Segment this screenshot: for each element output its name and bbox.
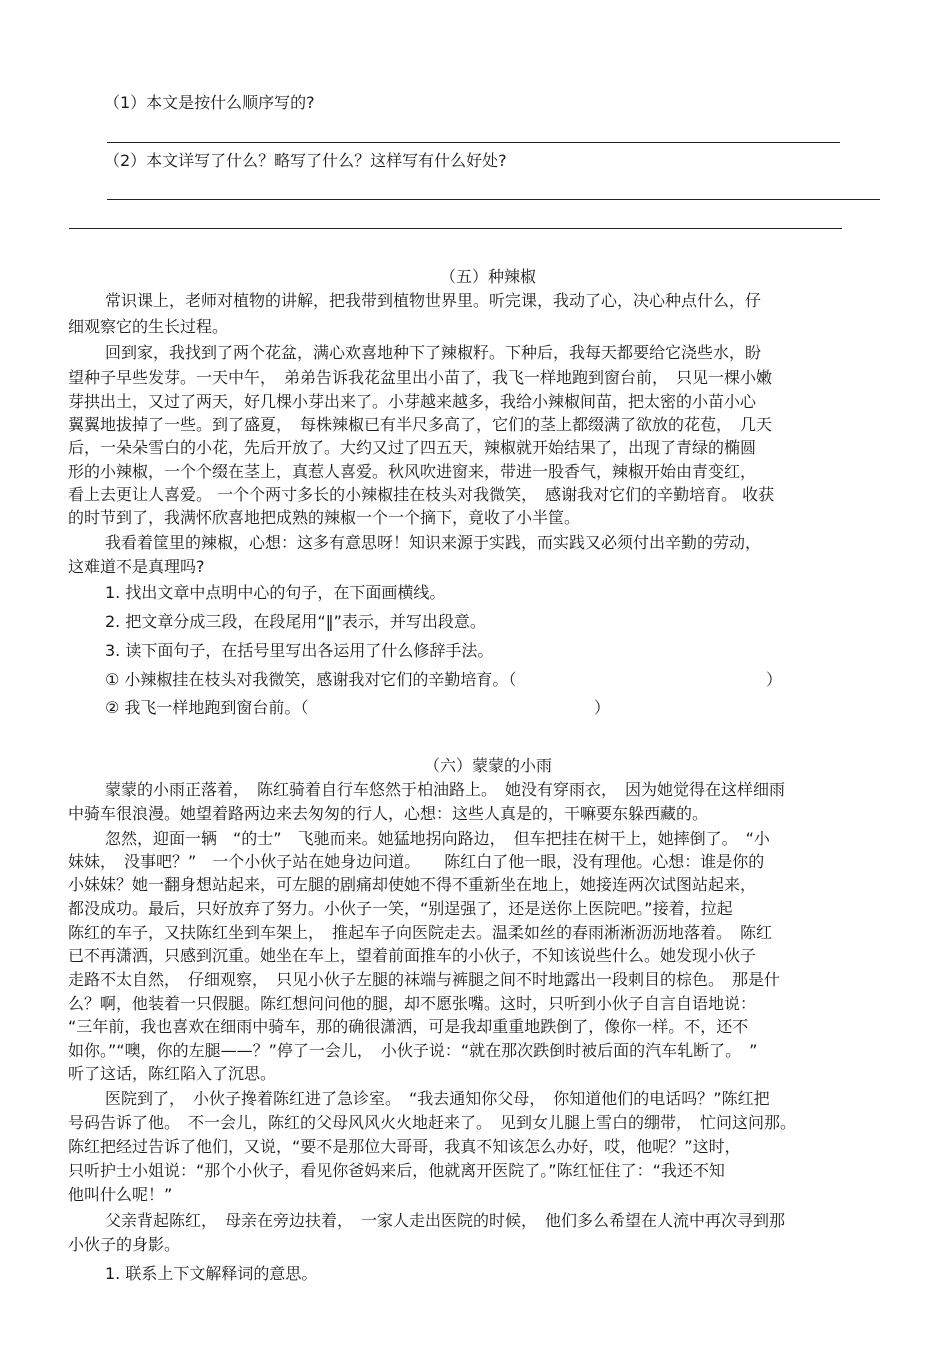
paragraph-line: 只听护士小姐说：“那个小伙子，看见你爸妈来后，他就离开医院了。”陈红怔住了：“我还不知 bbox=[68, 1161, 725, 1180]
exercise-question: 1. 找出文章中点明中心的句子，在下面画横线。 bbox=[105, 583, 446, 602]
question-1: （1）本文是按什么顺序写的? bbox=[104, 93, 315, 112]
paragraph-line: 已不再潇洒，只感到沉重。她坐在车上，望着前面推车的小伙子，不知该说些什么。她发现小伙子 bbox=[68, 946, 757, 965]
section-title: （五）种辣椒 bbox=[440, 267, 537, 286]
paragraph-line: 走路不太自然， 仔细观察， 只见小伙子左腿的袜端与裤腿之间不时地露出一段刺目的棕色。 那是什 bbox=[68, 970, 781, 989]
paragraph-line: 父亲背起陈红， 母亲在旁边扶着， 一家人走出医院的时候， 他们多么希望在人流中再次寻到那 bbox=[105, 1211, 786, 1230]
paragraph-line: 这难道不是真理吗? bbox=[68, 557, 205, 576]
answer-line bbox=[107, 199, 880, 200]
section-title: （六）蒙蒙的小雨 bbox=[424, 756, 553, 775]
sub-question-1: ① 小辣椒挂在枝头对我微笑，感谢我对它们的辛勤培育。（ bbox=[105, 670, 517, 689]
paragraph-line: 后，一朵朵雪白的小花，先后开放了。大约又过了四五天，辣椒就开始结果了，出现了青绿的椭圆 bbox=[68, 438, 757, 457]
answer-line bbox=[107, 142, 840, 143]
paragraph-line: 小妹妹？她一翻身想站起来，可左腿的剧痛却使她不得不重新坐在地上，她接连两次试图站起来， bbox=[68, 875, 757, 894]
paragraph-line: 小伙子的身影。 bbox=[68, 1235, 181, 1254]
paragraph-line: 看上去更让人喜爱。 一个个两寸多长的小辣椒挂在枝头对我微笑， 感谢我对它们的辛勤培育。 收获 bbox=[68, 485, 775, 504]
paragraph-line: 常识课上，老师对植物的讲解，把我带到植物世界里。听完课，我动了心，决心种点什么，仔 bbox=[105, 291, 762, 310]
sub-question-2: ② 我飞一样地跑到窗台前。（ bbox=[105, 698, 309, 717]
answer-line bbox=[69, 228, 842, 229]
paragraph-line: 蒙蒙的小雨正落着， 陈红骑着自行车悠然于柏油路上。 她没有穿雨衣， 因为她觉得在这样细雨 bbox=[105, 780, 786, 799]
paragraph-line: 听了这话，陈红陷入了沉思。 bbox=[68, 1064, 277, 1083]
question-2: （2）本文详写了什么？略写了什么？这样写有什么好处? bbox=[104, 151, 507, 170]
paragraph-line: 他叫什么呢！” bbox=[68, 1185, 173, 1204]
answer-paren-close: ） bbox=[594, 698, 611, 717]
paragraph-line: 忽然，迎面一辆 “的士” 飞驰而来。她猛地拐向路边， 但车把挂在树干上，她摔倒了。 “小 bbox=[105, 829, 770, 848]
exercise-question: 1. 联系上下文解释词的意思。 bbox=[105, 1264, 318, 1283]
paragraph-line: 我看着筐里的辣椒，心想：这多有意思呀！知识来源于实践，而实践又必须付出辛勤的劳动， bbox=[105, 533, 762, 552]
paragraph-line: 如你。”“噢，你的左腿——？”停了一会儿， 小伙子说：“就在那次跌倒时被后面的汽车轧断了。 ” bbox=[68, 1041, 758, 1060]
paragraph-line: 回到家，我找到了两个花盆，满心欢喜地种下了辣椒籽。下种后，我每天都要给它浇些水，盼 bbox=[105, 343, 762, 362]
paragraph-line: 翼翼地拔掉了一些。到了盛夏， 每株辣椒已有半尺多高了，它们的茎上都缀满了欲放的花苞， 几天 bbox=[68, 415, 773, 434]
paragraph-line: “三年前，我也喜欢在细雨中骑车，那的确很潇洒，可是我却重重地跌倒了，像你一样。不，还不 bbox=[68, 1017, 749, 1036]
paragraph-line: 都没成功。最后，只好放弃了努力。小伙子一笑，“别逞强了，还是送你上医院吧。”接着，拉起 bbox=[68, 899, 733, 918]
paragraph-line: 陈红把经过告诉了他们，又说，“要不是那位大哥哥，我真不知该怎么办好，哎，他呢？”这时， bbox=[68, 1137, 741, 1156]
answer-paren-close: ） bbox=[766, 670, 783, 689]
paragraph-line: 么？啊，他装着一只假腿。陈红想问问他的腿，却不愿张嘴。这时，只听到小伙子自言自语地说： bbox=[68, 994, 757, 1013]
paragraph-line: 细观察它的生长过程。 bbox=[68, 317, 229, 336]
exercise-question: 2. 把文章分成三段，在段尾用“‖”表示，并写出段意。 bbox=[105, 612, 486, 631]
paragraph-line: 陈红的车子，又扶陈红坐到车架上， 推起车子向医院走去。温柔如丝的春雨淅淅沥沥地落着。 陈红 bbox=[68, 923, 773, 942]
paragraph-line: 号码告诉了他。 不一会儿，陈红的父母风风火火地赶来了。 见到女儿腿上雪白的绷带， 忙问这问那。 bbox=[68, 1113, 797, 1132]
paragraph-line: 的时节到了，我满怀欣喜地把成熟的辣椒一个一个摘下，竟收了小半筐。 bbox=[68, 508, 581, 527]
paragraph-line: 医院到了， 小伙子搀着陈红进了急诊室。 “我去通知你父母， 你知道他们的电话吗？”陈红把 bbox=[105, 1089, 770, 1108]
exercise-question: 3. 读下面句子，在括号里写出各运用了什么修辞手法。 bbox=[105, 641, 494, 660]
paragraph-line: 望种子早些发芽。一天中午， 弟弟告诉我花盆里出小苗了，我飞一样地跑到窗台前， 只见一棵小嫩 bbox=[68, 368, 773, 387]
paragraph-line: 形的小辣椒，一个个缀在茎上，真惹人喜爱。秋风吹进窗来，带进一股香气，辣椒开始由青变红， bbox=[68, 462, 757, 481]
paragraph-line: 妹妹， 没事吧？” 一个小伙子站在她身边问道。 陈红白了他一眼，没有理他。心想：谁是你的 bbox=[68, 852, 765, 871]
paragraph-line: 芽拱出土，又过了两天，好几棵小芽出来了。小芽越来越多，我给小辣椒间苗，把太密的小苗小心 bbox=[68, 392, 757, 411]
paragraph-line: 中骑车很浪漫。她望着路两边来去匆匆的行人，心想：这些人真是的，干嘛要东躲西藏的。 bbox=[68, 804, 709, 823]
